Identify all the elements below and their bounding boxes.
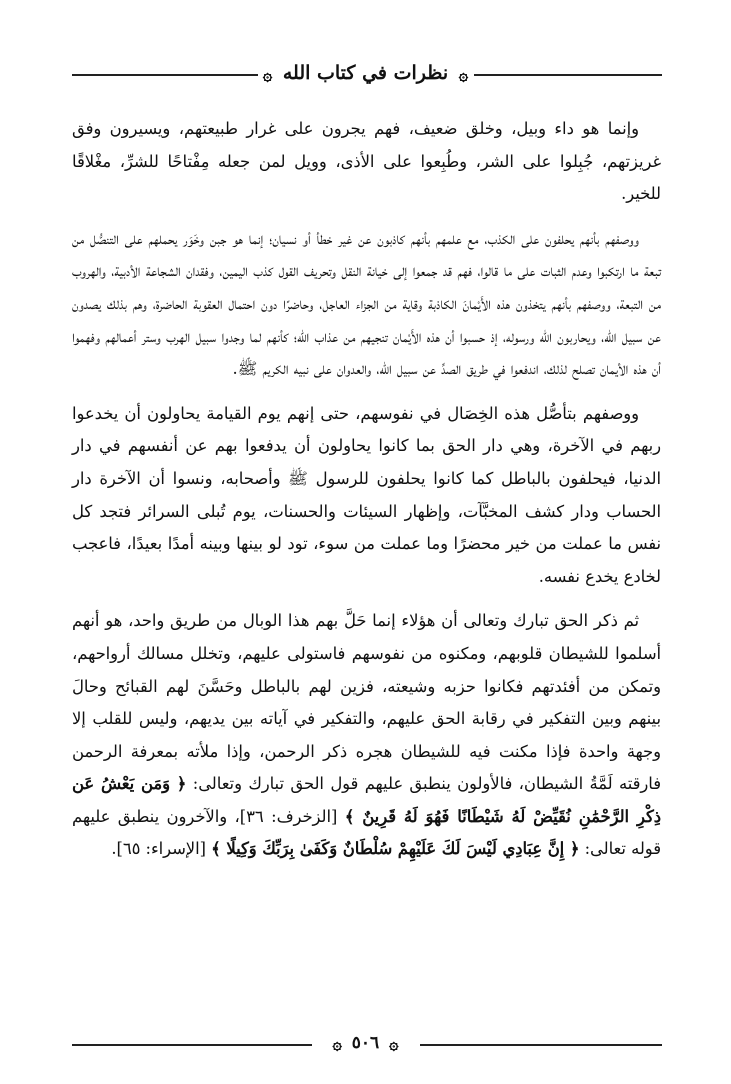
body-text xyxy=(72,113,661,878)
paragraph xyxy=(72,398,661,594)
paragraph-text: ثم ذكر الحق تبارك وتعالى أن هؤلاء إنما حَلَّ بهم هذا الوبال من طريق واحد، هو أنهم أسلموا للشيطان قلوبهم، ومكنوه من نفوسهم فاستولى عليهم، وتخلل مسالك أرواحهم، وتمكن من أفئدتهم فكانوا حزبه وشيعته، فزين لهم بالباطل وحَسَّنَ لهم القبائح وحالَ بينهم وبين التفكير في رقابة الحق عليهم، والتفكير في آياته بين يديهم، وليس للقلب إلا وجهة واحدة فإذا مكنت فيه للشيطان هجره ذكر الرحمن، وإذا ملأته بمعرفة الرحمن فارقته لَمَّةُ الشيطان، فالأولون ينطبق عليهم قول الحق تبارك وتعالى: xyxy=(72,611,661,794)
paragraph-text: [الإسراء: ٦٥]. xyxy=(111,839,212,859)
quran-verse: ﴿ إِنَّ عِبَادِي لَيْسَ لَكَ عَلَيْهِمْ سُلْطَانٌ وَكَفَىٰ بِرَبِّكَ وَكِيلًا ﴾ xyxy=(211,839,580,859)
paragraph-text: وإنما هو داء وبيل، وخلق ضعيف، فهم يجرون على غرار طبيعتهم، ويسيرون وفق غريزتهم، جُبِلوا على الشر، وطُبِعوا على الأذى، وويل لمن جعله مِفْتاحًا للشرِّ، مغْلاقًا للخير. xyxy=(72,119,661,204)
paragraph-text: [الزخرف: ٣٦]، والآخرون ينطبق عليهم قوله تعالى: xyxy=(72,806,661,859)
paragraph xyxy=(72,223,661,386)
ornament-icon: ۞ xyxy=(332,1034,342,1053)
page-number: ٥٠٦ xyxy=(351,1033,380,1053)
paragraph-text: ووصفهم بتأصُّل هذه الخِصَال في نفوسهم، حتى إنهم يوم القيامة يحاولون أن يخدعوا ربهم في الآخرة، وهي دار الحق بما كانوا يحاولون أن يدفعوا بهم عن أنفسهم في دار الدنيا، فيحلفون بالباطل كما كانوا يحلفون للرسول ﷺ وأصحابه، ونسوا أن الآخرة دار الحساب ودار كشف المخبَّآت، وإظهار السيئات والحسنات، يوم تُبلى السرائر فتجد كل نفس ما عملت من خير محضرًا وما عملت من سوء، تود لو بينها وبينه أمدًا بعيدًا، فاعجب لخادع يخدع نفسه. xyxy=(72,403,661,586)
page-footer xyxy=(0,1033,731,1053)
book-title: نظرات في كتاب الله xyxy=(282,62,449,84)
ornament-icon: ۞ xyxy=(262,64,273,84)
paragraph-text: ووصفهم بأنهم يحلفون على الكذب، مع علمهم بأنهم كاذبون عن غير خطأ أو نسيان؛ إنما هو جبن وخَوَر يحملهم على التنصُّل من تبعة ما ارتكبوا وعدم الثبات على ما قالوا، فهم قد جمعوا إلى خيانة النقل وتحريف القول كذب اليمين، وفقدان الشجاعة الأدبية، والهروب من التبعة، ووصفهم بأنهم يتخذون هذه الأَيْمانَ الكاذبة وقاية من الجزاء العاجل، وحاضرًا دون احتمال العقوبة الحاضرة، وهم بذلك يصدون عن سبيل الله، ويحاربون الله ورسوله، إذ حسبوا أن هذه الأَيْمان تنجيهم من عذاب الله؛ كأنهم لما وجدوا سبيل الهرب وستر أعمالهم وفهموا أن هذه الأيمان تصلح لذلك، اندفعوا في طريق الصدِّ عن سبيل الله، والعدوان على نبيه الكريم ﷺ. xyxy=(72,228,661,379)
running-header xyxy=(0,62,731,84)
ornament-icon: ۞ xyxy=(458,64,469,84)
quran-verse: ﴿ وَمَن يَعْشُ عَن ذِكْرِ الرَّحْمَٰنِ نُقَيِّضْ لَهُ شَيْطَانًا فَهُوَ لَهُ قَرِينٌ ﴾ xyxy=(72,774,661,826)
paragraph xyxy=(72,113,661,211)
ornament-icon: ۞ xyxy=(389,1034,399,1053)
paragraph xyxy=(72,605,661,866)
